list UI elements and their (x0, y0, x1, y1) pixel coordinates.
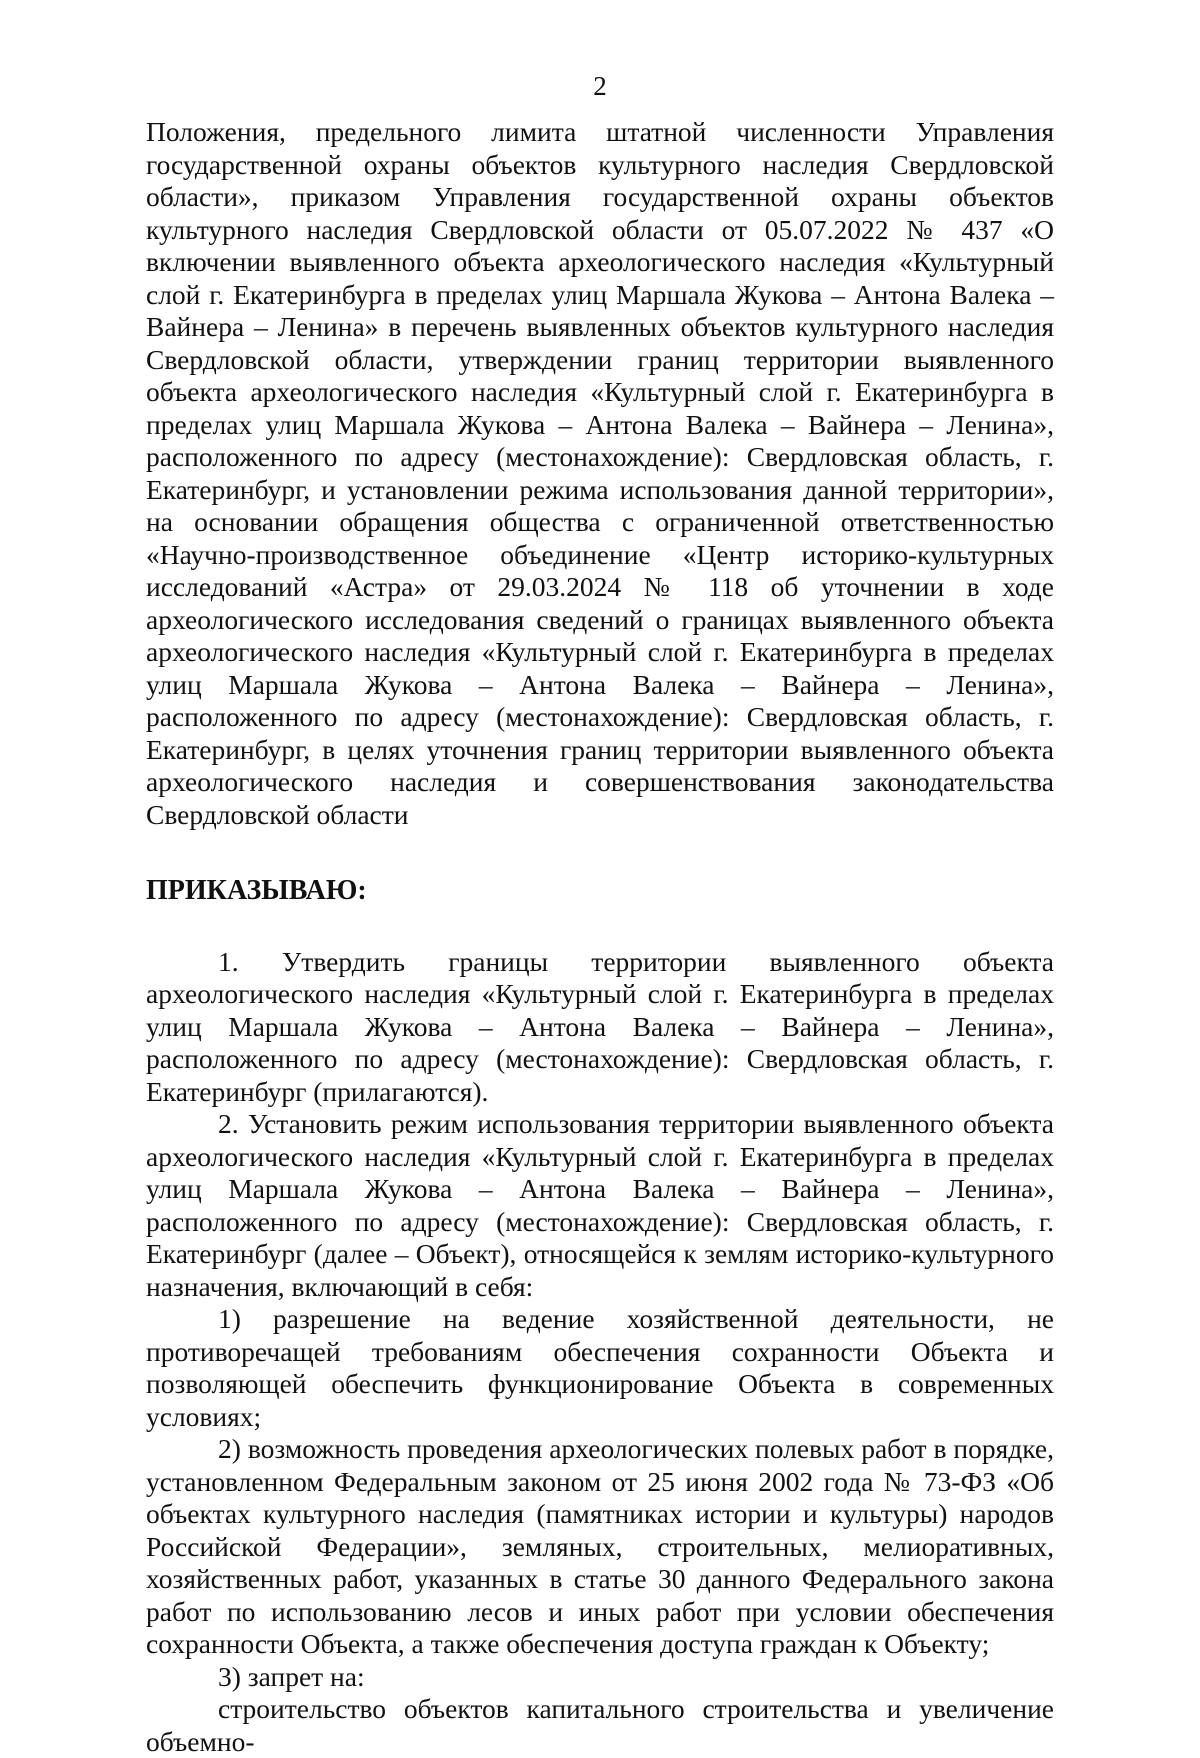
subitem-3-prohibition: 3) запрет на: (146, 1661, 1054, 1694)
page-number: 2 (0, 70, 1200, 102)
item-2-establish-regime: 2. Установить режим использования территории выявленного объекта археологического наследия «Культурный слой г. Екатеринбурга в пределах улиц Маршала Жукова – Антона Валека – Вайнера – Ленина», расположенного по адресу (местонахождение): Свердловская область, г. Екатеринбург (далее – Объект), относящейся к землям историко-культурного назначения, включающий в себя: (146, 1108, 1054, 1303)
prohibition-construction: строительство объектов капитального строительства и увеличение объемно- (146, 1693, 1054, 1758)
intro-paragraph: Положения, предельного лимита штатной численности Управления государственной охраны объектов культурного наследия Свердловской области», приказом Управления государственной охраны объектов культурного наследия Свердловской области от 05.07.2022 № 437 «О включении выявленного объекта археологического наследия «Культурный слой г. Екатеринбурга в пределах улиц Маршала Жукова – Антона Валека – Вайнера – Ленина» в перечень выявленных объектов культурного наследия Свердловской области, утверждении границ территории выявленного объекта археологического наследия «Культурный слой г. Екатеринбурга в пределах улиц Маршала Жукова – Антона Валека – Вайнера – Ленина», расположенного по адресу (местонахождение): Свердловская область, г. Екатеринбург, и установлении режима использования данной территории», на основании обращения общества с ограниченной ответственностью «Научно-производственное объединение «Центр историко-культурных исследований «Астра» от 29.03.2024 № 118 об уточнении в ходе археологического исследования сведений о границах выявленного объекта археологического наследия «Культурный слой г. Екатеринбурга в пределах улиц Маршала Жукова – Антона Валека – Вайнера – Ленина», расположенного по адресу (местонахождение): Свердловская область, г. Екатеринбург, в целях уточнения границ территории выявленного объекта археологического наследия и совершенствования законодательства Свердловской области (146, 116, 1054, 831)
subitem-2-field-works: 2) возможность проведения археологических полевых работ в порядке, установленном Федеральным законом от 25 июня 2002 года № 73-ФЗ «Об объектах культурного наследия (памятниках истории и культуры) народов Российской Федерации», земляных, строительных, мелиоративных, хозяйственных работ, указанных в статье 30 данного Федерального закона работ по использованию лесов и иных работ при условии обеспечения сохранности Объекта, а также обеспечения доступа граждан к Объекту; (146, 1433, 1054, 1661)
order-items (146, 946, 1054, 1758)
order-heading: ПРИКАЗЫВАЮ: (146, 875, 1054, 908)
document-body (146, 116, 1054, 1758)
item-1-approve-boundaries: 1. Утвердить границы территории выявленного объекта археологического наследия «Культурный слой г. Екатеринбурга в пределах улиц Маршала Жукова – Антона Валека – Вайнера – Ленина», расположенного по адресу (местонахождение): Свердловская область, г. Екатеринбург (прилагаются). (146, 946, 1054, 1109)
subitem-1-economic-activity: 1) разрешение на ведение хозяйственной деятельности, не противоречащей требованиям обеспечения сохранности Объекта и позволяющей обеспечить функционирование Объекта в современных условиях; (146, 1303, 1054, 1433)
